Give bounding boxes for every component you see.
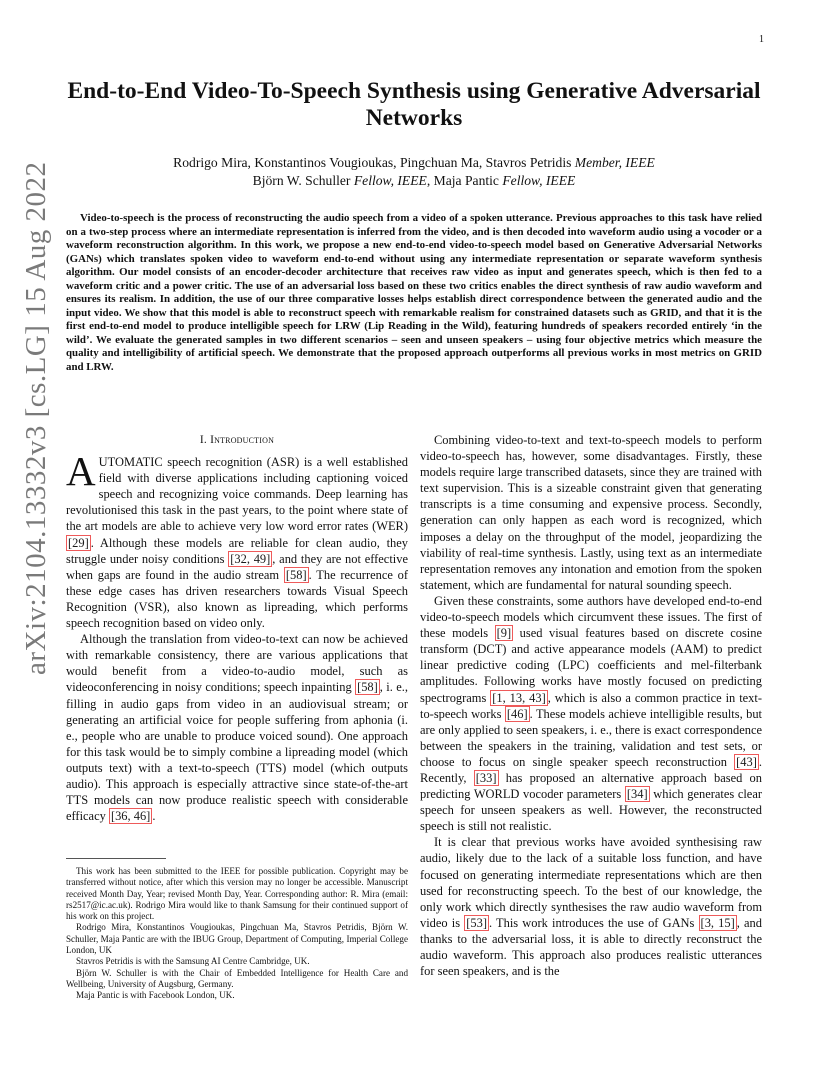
paper-title: End-to-End Video-To-Speech Synthesis using Generative Adversarial Networks: [67, 78, 761, 131]
citation-link[interactable]: [33]: [475, 770, 497, 785]
paragraph-text: . The recurrence of these edge cases has driven researchers towards Visual Speech Recognition (VSR), also known as lipreading, which performs speech recognition based on video only.: [66, 567, 409, 631]
footnote: Rodrigo Mira, Konstantinos Vougioukas, Pingchuan Ma, Stavros Petridis, Björn W. Schuller, Maja Pantic are with the IBUG Group, Department of Computing, Imperial College London, UK: [66, 922, 408, 956]
paragraph-text: . Although these models are reliable for clean audio, they struggle under noisy conditions: [66, 535, 408, 566]
citation-link[interactable]: [53]: [466, 915, 487, 930]
right-column: [420, 432, 762, 979]
paragraph-text: , and they are not effective when gaps are found in the audio stream: [66, 551, 408, 582]
paragraph-text: It is clear that previous works have avoided synthesising raw audio, likely due to the lack of a suitable loss function, and have focused on generating intermediate representations which are then used for reconstructing speech. To the best of our knowledge, the only work which directly synthesises the raw audio waveform from video is: [420, 835, 762, 930]
paragraph-text: . These models achieve intelligible results, but are only applied to seen speakers, i. e., there is exact correspondence between the speakers in the training, validation and test sets, or choose to focus on single speaker speech reconstruction: [420, 706, 762, 769]
author-role: Member, IEEE: [574, 155, 655, 170]
section-number: I.: [199, 434, 211, 446]
footnote-divider: [66, 858, 166, 859]
citation-link[interactable]: [3, 15]: [700, 915, 735, 930]
author-line-2: [60, 172, 768, 190]
author-role: Fellow, IEEE: [502, 173, 576, 188]
paragraph-text: . This work introduces the use of GANs: [488, 915, 699, 930]
paragraph: [420, 834, 762, 979]
author-role: Fellow, IEEE: [353, 173, 427, 188]
paragraph-text: Although the translation from video-to-text can now be achieved with remarkable consistency, there are various applications that would benefit from a video-to-audio model, such as videoconferencing in noisy conditions; speech inpainting: [66, 632, 408, 695]
citation-link[interactable]: [34]: [626, 787, 648, 802]
abstract-text: Video-to-speech is the process of reconstructing the audio speech from a video of a spoken utterance. Previous approaches to this task have relied on a two-step process where an intermediate representation is inferred from the video, and is then decoded into waveform audio using a vocoder or a waveform reconstruction algorithm. In this work, we propose a new end-to-end video-to-speech model based on Generative Adversarial Networks (GANs) which translates spoken video to waveform end-to-end without using any intermediate representation or separate waveform synthesis algorithm. Our model consists of an encoder-decoder architecture that receives raw video as input and generates speech, which is then fed to a waveform critic and a power critic. The use of an adversarial loss based on these two critics enables the direct synthesis of raw audio waveform and ensures its realism. In addition, the use of our three comparative losses helps establish direct correspondence between the generated audio and the input video. We show that this model is able to reconstruct speech with remarkable realism for constrained datasets such as GRID, and that it is the first end-to-end model to produce intelligible speech for LRW (Lip Reading in the Wild), featuring hundreds of speakers recorded entirely ‘in the wild’. We evaluate the generated samples in two different scenarios – seen and unseen speakers – using four objective metrics which measure the quality and intelligibility of artificial speech. We demonstrate that the proposed approach outperforms all previous works in most metrics on GRID and LRW.: [66, 212, 762, 373]
paragraph: [420, 593, 762, 834]
footnote: Björn W. Schuller is with the Chair of Embedded Intelligence for Health Care and Wellbeing, University of Augsburg, Germany.: [66, 967, 408, 989]
paragraph-text: has proposed an alternative approach based on predicting WORLD vocoder parameters: [420, 770, 762, 802]
left-column: [66, 432, 408, 824]
section-name: Introduction: [210, 434, 275, 446]
author-name: Björn W. Schuller: [252, 173, 354, 188]
paragraph: Combining video-to-text and text-to-speech models to perform video-to-speech has, however, some disadvantages. Firstly, these models require large transcribed datasets, since they are trained with text supervision. This is a sizeable constraint given that generating transcripts is a time consuming and expensive process. Secondly, generation can only happen as each word is recognized, which imposes a delay on the throughput of the model, jeopardizing the viability of real-time synthesis. Lastly, using text as an intermediate representation removes any intonation and emotion from the spoken statement, which are fundamental for natural sounding speech.: [420, 433, 762, 592]
author-list: [60, 154, 768, 190]
citation-link[interactable]: [58]: [285, 567, 307, 582]
page-number: 1: [759, 34, 764, 45]
paragraph-text: . Recently,: [420, 754, 762, 785]
citation-link[interactable]: [58]: [357, 680, 378, 695]
paragraph-text: UTOMATIC speech recognition (ASR) is a well established field with diverse applications including captioning voiced speech and recognizing voice commands. Deep learning has revolutionised this task in the past years, to the point where state of the art models are able to achieve very low word error rates (WER): [66, 455, 408, 534]
paragraph-text: , i. e., filling in audio gaps from video in an audiovisual stream; or generating an artificial voice for people suffering from aphonia (i. e., people who are unable to produce voiced sound). One approach for this task would be to simply combine a lipreading model (which outputs text) with a text-to-speech (TTS) model (which outputs audio). This approach is especially attractive since state-of-the-art TTS models can now produce realistic speech with considerable efficacy: [66, 680, 408, 824]
author-names: Rodrigo Mira, Konstantinos Vougioukas, Pingchuan Ma, Stavros Petridis: [173, 155, 575, 170]
citation-link[interactable]: [9]: [496, 626, 512, 641]
arxiv-identifier-sidebar: arXiv:2104.13332v3 [cs.LG] 15 Aug 2022: [20, 161, 52, 675]
paragraph: [66, 448, 409, 631]
paragraph-text: which generates clear speech for unseen speakers as well. However, the reconstructed speech is still not realistic.: [420, 787, 762, 834]
paragraph-text: .: [152, 809, 156, 824]
footnote: Maja Pantic is with Facebook London, UK.: [76, 990, 235, 1001]
paragraph-text: used visual features based on discrete cosine transform (DCT) and active appearance models (AAM) to predict linear predictive coding (LPC) coefficients and mel-filterbank amplitudes. Following works have mostly focused on predicting spectrograms: [420, 626, 762, 705]
paragraph-text: , and thanks to the adversarial loss, it is able to directly reconstruct the audio waveform. This approach also produces realistic utterances for seen speakers, and is the: [420, 915, 762, 979]
drop-cap: A: [66, 448, 96, 495]
abstract: [66, 212, 762, 374]
citation-link[interactable]: [46]: [506, 706, 528, 721]
citation-link[interactable]: [36, 46]: [110, 809, 151, 824]
paragraph: [66, 631, 408, 824]
footnote: This work has been submitted to the IEEE for possible publication. Copyright may be transferred without notice, after which this version may no longer be accessible. Manuscript received Month Day, Year; revised Month Day, Year. Corresponding author: R. Mira (email: rs2517@ic.ac.uk). Rodrigo Mira would like to thank Samsung for their continued support of his work on this project.: [66, 866, 408, 922]
citation-link[interactable]: [32, 49]: [230, 551, 271, 566]
paragraph-text: Given these constraints, some authors have developed end-to-end video-to-speech models which circumvent these issues. The first of these models: [420, 593, 762, 641]
footnote: Stavros Petridis is with the Samsung AI Centre Cambridge, UK.: [76, 956, 310, 967]
author-name: , Maja Pantic: [426, 173, 503, 188]
section-heading: [66, 432, 408, 448]
citation-link[interactable]: [43]: [736, 754, 757, 769]
citation-link[interactable]: [1, 13, 43]: [492, 690, 546, 705]
citation-link[interactable]: [29]: [68, 535, 89, 550]
paragraph-text: , which is also a common practice in text-to-speech works: [420, 690, 762, 721]
author-line-1: [60, 154, 768, 172]
footnotes: [66, 866, 408, 1002]
